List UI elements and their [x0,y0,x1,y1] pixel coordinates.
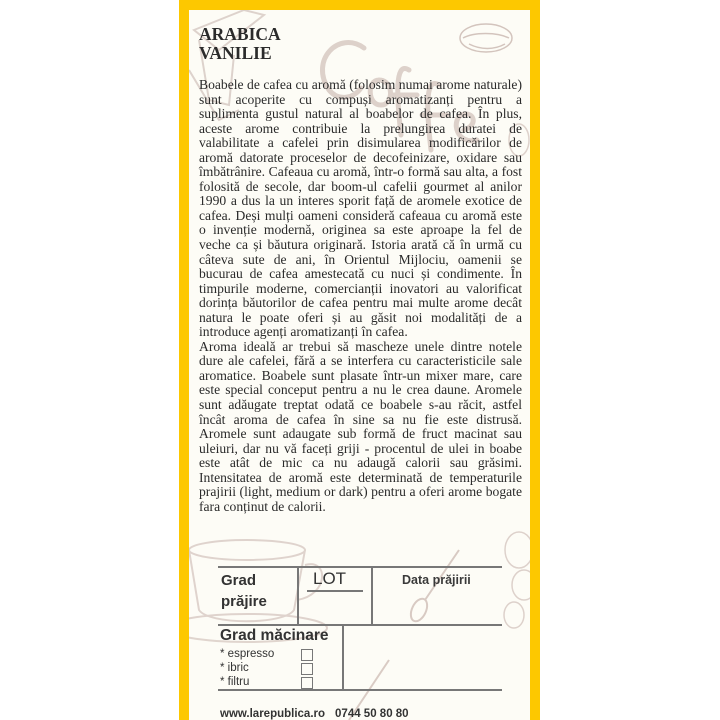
roast-date-label: Data prăjirii [402,573,471,587]
lot-label: LOT [313,569,347,588]
form-middle-rule [218,624,502,626]
roast-grade-label [221,570,267,612]
grind-grade-label: Grad măcinare [220,627,329,644]
description-paragraph-2: Aroma ideală ar trebui să mascheze unele dintre notele dure ale cafelei, fără a se interfera cu caracteristicile sale aromatice. Boabele sunt plasate într-un mixer mare, care este special conceput pentru a nu le crea daune. Aromele sunt adăugate treptat odată ce boabele s-au răcit, astfel încât aroma de cafea în sine sa nu fie este distrusă. Aromele sunt adaugate sub formă de fruct macinat sau uleiuri, dar nu vă faceți griji - procentul de ulei in boabe este atât de mic ca nu adaugă calorii sau grăsimi. Intensitatea de aromă este determinată de temperaturile prajirii (light, medium or dark) pentru a oferi arome bogate fara conținut de calorii. [199,338,522,514]
product-title-line-1: ARABICA [199,24,281,44]
contact-footer [220,707,409,720]
grind-option-espresso: * espresso [220,648,275,660]
website-link[interactable]: www.larepublica.ro [220,708,326,720]
form-divider-grind [342,625,344,690]
product-title-line-2: VANILIE [199,43,272,63]
roast-grade-label-line-2: prăjire [221,593,267,610]
phone-number: 0744 50 80 80 [335,708,409,720]
form-top-rule [218,566,502,568]
grind-option-filtru: * filtru [220,676,250,689]
product-label-card [189,10,530,720]
grind-options-list [220,647,274,690]
grind-option-ibric: * ibric [220,662,249,675]
espresso-checkbox[interactable] [301,649,313,661]
form-divider-roast-lot [297,567,299,625]
product-title [199,25,281,63]
description-paragraph-1: Boabele de cafea cu aromă (folosim numai arome naturale) sunt acoperite cu compuși aromatizanți pentru a suplimenta gustul natural al boabelor de cafea. În plus, aceste arome contribuie la prelungirea duratei de valabilitate a cafelei prin disimularea modificărilor de aromă datorate proceselor de decofeinizare, oxidare sau îmbătrânire. Cafeaua cu aromă, într-o formă sau alta, a fost folosită de secole, dar boom-ul cafelii gourmet al anilor 1990 a dus la un interes sporit față de aromele exotice de cafea. Deși mulți oameni consideră cafeaua cu aromă este o invenție modernă, originea sa este aproape la fel de veche ca și băutura originară. Istoria arată că în urmă cu câteva sute de ani, în Orientul Mijlociu, oamenii se bucurau de cafea amestecată cu nuci și condimente. În timpurile moderne, comercianții inovatori au valorificat dorința băutorilor de cafea pentru mai multe arome decât natura le poate oferi și au găsit noi modalități de a introduce agenți aromatizanți în cafea. [199,77,522,340]
lot-field-underline[interactable] [307,590,363,592]
product-description [199,78,522,514]
filtru-checkbox[interactable] [301,677,313,689]
coffee-bean-sketch-icon [460,24,512,52]
form-divider-lot-date [371,567,373,625]
ibric-checkbox[interactable] [301,663,313,675]
roast-grade-label-line-1: Grad [221,572,257,589]
